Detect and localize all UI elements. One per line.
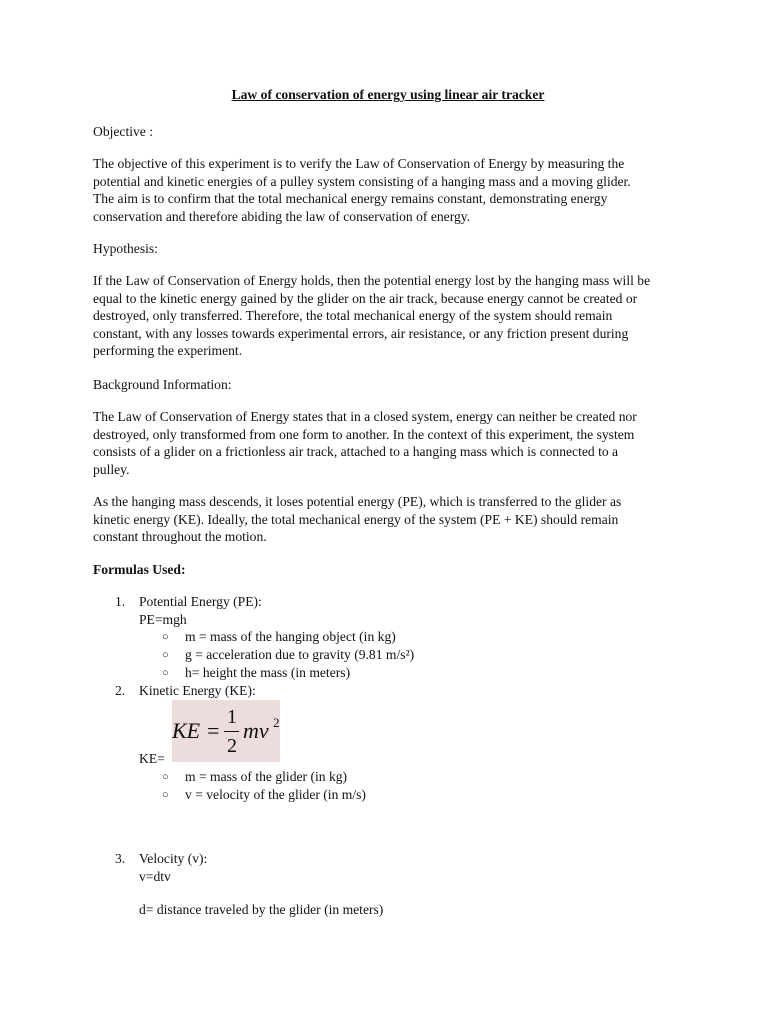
text-line: pulley. bbox=[93, 461, 130, 477]
formula-exponent: 2 bbox=[273, 715, 280, 730]
text-line: equal to the kinetic energy gained by the glider on the air track, because energy cannot be created or bbox=[93, 290, 638, 306]
background-paragraph-2 bbox=[93, 493, 678, 546]
bullet-icon: ○ bbox=[162, 667, 169, 679]
text-line: constant throughout the motion. bbox=[93, 529, 267, 545]
list-number: 3. bbox=[115, 851, 126, 866]
text-line: destroyed, only transferred. Therefore, the total mechanical energy of the system should remain bbox=[93, 308, 613, 324]
formula-label-pe: Potential Energy (PE): bbox=[139, 594, 262, 609]
formula-denominator: 2 bbox=[227, 735, 237, 757]
list-item: m = mass of the glider (in kg) bbox=[185, 769, 348, 784]
text-line: The aim is to confirm that the total mechanical energy remains constant, demonstrating energy bbox=[93, 191, 608, 207]
hypothesis-heading: Hypothesis: bbox=[93, 241, 158, 256]
bullet-icon: ○ bbox=[162, 649, 169, 661]
bullet-icon: ○ bbox=[162, 631, 169, 643]
formula-velocity: v=dtv bbox=[139, 869, 171, 884]
text-line: performing the experiment. bbox=[93, 343, 243, 359]
bullet-icon: ○ bbox=[162, 789, 169, 801]
formulas-heading: Formulas Used: bbox=[93, 562, 186, 577]
bullet-icon: ○ bbox=[162, 771, 169, 783]
formula-pe: PE=mgh bbox=[139, 612, 187, 627]
text-line: If the Law of Conservation of Energy holds, then the potential energy lost by the hanging mass will be bbox=[93, 273, 651, 288]
list-item: g = acceleration due to gravity (9.81 m/s²) bbox=[185, 647, 415, 662]
text-line: kinetic energy (KE). Ideally, the total mechanical energy of the system (PE + KE) should remain bbox=[93, 511, 619, 527]
text-line: The objective of this experiment is to verify the Law of Conservation of Energy by measuring the bbox=[93, 156, 625, 171]
text-line: The Law of Conservation of Energy states that in a closed system, energy can neither be created nor bbox=[93, 409, 637, 424]
text-line: potential and kinetic energies of a pulley system consisting of a hanging mass and a moving glider. bbox=[93, 173, 631, 189]
text-line: destroyed, only transformed from one form to another. In the context of this experiment, the system bbox=[93, 426, 635, 442]
list-item: v = velocity of the glider (in m/s) bbox=[185, 787, 366, 802]
list-item: h= height the mass (in meters) bbox=[185, 665, 351, 680]
formula-rhs: mv bbox=[243, 718, 269, 743]
background-heading: Background Information: bbox=[93, 377, 232, 392]
objective-heading: Objective : bbox=[93, 124, 154, 139]
formula-label-ke: Kinetic Energy (KE): bbox=[139, 683, 256, 698]
formula-numerator: 1 bbox=[227, 706, 237, 728]
text-line: conservation and therefore abiding the law of conservation of energy. bbox=[93, 208, 471, 224]
text-line: consists of a glider on a frictionless air track, attached to a hanging mass which is connected to a bbox=[93, 444, 619, 460]
formula-label-velocity: Velocity (v): bbox=[139, 851, 208, 866]
hypothesis-paragraph bbox=[93, 272, 678, 360]
fraction-bar bbox=[224, 731, 239, 732]
ke-formula-image bbox=[172, 700, 280, 762]
formula-lhs: KE = bbox=[172, 718, 221, 743]
background-paragraph-1 bbox=[93, 408, 678, 478]
formula-ke: KE= bbox=[139, 751, 165, 766]
document-title: Law of conservation of energy using linear air tracker bbox=[231, 87, 545, 102]
list-item: m = mass of the hanging object (in kg) bbox=[185, 629, 396, 644]
list-number: 2. bbox=[115, 683, 126, 698]
list-number: 1. bbox=[115, 594, 126, 609]
velocity-note: d= distance traveled by the glider (in meters) bbox=[139, 902, 384, 917]
text-line: As the hanging mass descends, it loses potential energy (PE), which is transferred to the glider as bbox=[93, 494, 622, 509]
objective-paragraph bbox=[93, 155, 678, 225]
text-line: constant, with any losses towards experimental errors, air resistance, or any friction present during bbox=[93, 325, 629, 341]
